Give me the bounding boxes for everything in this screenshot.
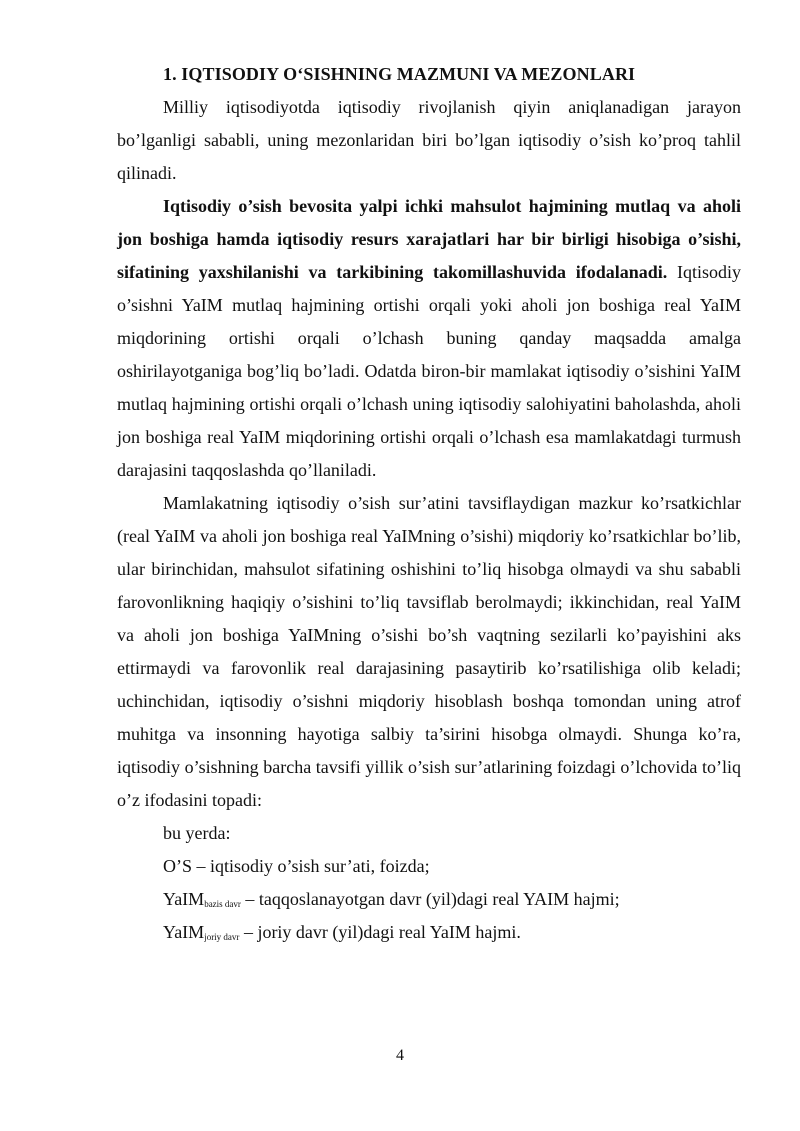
page-content — [117, 62, 741, 949]
definition-os: O’S – iqtisodiy o’sish sur’ati, foizda; — [163, 856, 430, 876]
paragraph-3: Mamlakatning iqtisodiy o’sish sur’atini tavsiflaydigan mazkur ko’rsatkichlar (real YaIM va aholi jon boshiga real YaIMning o’sishi) miqdoriy ko’rsatkichlar bo’lib, ular birinchidan, mahsulot sifatining oshishini to’liq hisobga olmaydi va shu sababli farovonlikning haqiqiy o’sishini to’liq tavsiflab berolmaydi; ikkinchidan, real YaIM va aholi jon boshiga YaIMning o’sishi bo’sh vaqtning sezilarli ko’payishini aks ettirmaydi va farovonlik real darajasining pasaytirib ko’rsatilishiga olib keladi; uchinchidan, iqtisodiy o’sishni miqdoriy hisoblash boshqa tomondan uning atrof muhitga va insonning hayotiga salbiy ta’sirini hisobga olmaydi. Shunga ko’ra, iqtisodiy o’sishning barcha tavsifi yillik o’sish sur’atlarining foizdagi o’lchovida to’liq o’z ifodasini topadi: — [117, 493, 741, 810]
section-heading: 1. IQTISODIY O‘SISHNING MAZMUNI VA MEZONLARI — [163, 64, 636, 84]
yaim-subscript-joriy: joriy davr — [204, 932, 240, 942]
yaim-label: YaIM — [163, 889, 205, 909]
page-number: 4 — [396, 1047, 404, 1064]
paragraph-2-bold: Iqtisodiy o’sish bevosita yalpi ichki mahsulot hajmining mutlaq va aholi jon boshiga hamda iqtisodiy resurs xarajatlari har bir birligi hisobiga o’sishi, sifatining yaxshilanishi va tarkibining takomillashuvida ifodalanadi. — [117, 196, 741, 282]
yaim-label: YaIM — [163, 922, 205, 942]
definition-yaim-bazis-text: – taqqoslanayotgan davr (yil)dagi real YAIM hajmi; — [240, 889, 620, 909]
paragraph-1: Milliy iqtisodiyotda iqtisodiy rivojlanish qiyin aniqlanadigan jarayon bo’lganligi sababli, uning mezonlaridan biri bo’lgan iqtisodiy o’sish ko’proq tahlil qilinadi. — [117, 97, 741, 183]
definition-yaim-joriy-text: – joriy davr (yil)dagi real YaIM hajmi. — [239, 922, 521, 942]
paragraph-2 — [117, 190, 741, 487]
paragraph-2-text: Iqtisodiy o’sishni YaIM mutlaq hajmining ortishi orqali yoki aholi jon boshiga real YaIM miqdorining ortishi orqali o’lchash buning qanday maqsadda amalga oshirilayotganiga bog’liq bo’ladi. Odatda biron-bir mamlakat iqtisodiy o’sishini YaIM mutlaq hajmining ortishi orqali o’lchash uning iqtisodiy salohiyatini baholashda, aholi jon boshiga real YaIM miqdorining ortishi orqali o’lchash esa mamlakatdagi turmush darajasini taqqoslashda qo’llaniladi. — [117, 262, 741, 480]
where-label: bu yerda: — [163, 823, 231, 843]
definition-yaim-joriy — [117, 916, 741, 949]
yaim-subscript-bazis: bazis davr — [204, 899, 241, 909]
definition-yaim-bazis — [117, 883, 741, 916]
